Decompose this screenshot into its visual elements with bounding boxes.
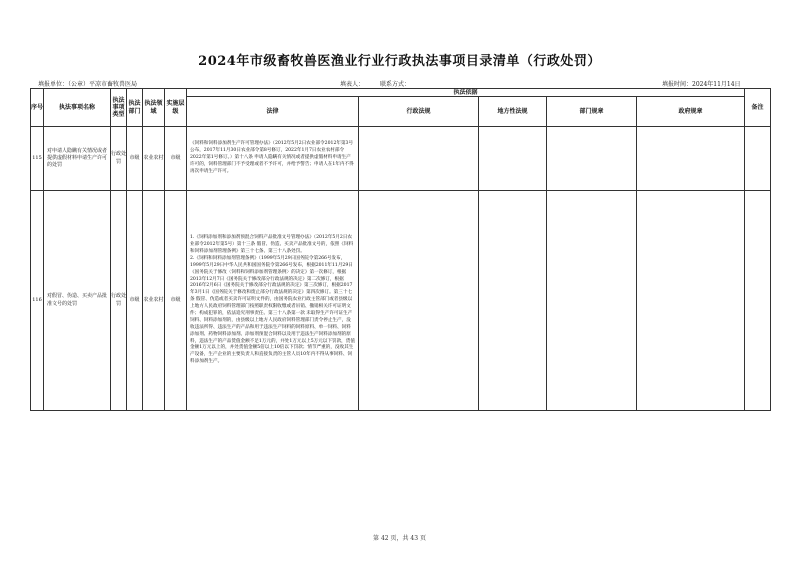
row-field: 农业农村: [143, 127, 165, 191]
row-seq: 116: [31, 191, 44, 411]
row-name: 对假冒、伪造、买卖产品批准文号的处罚: [44, 191, 111, 411]
reporting-unit: 填报单位：（公章）平凉市畜牧兽医局: [38, 81, 138, 88]
header-admin-reg: 行政法规: [359, 97, 479, 127]
row-dept: 市级: [127, 191, 143, 411]
contact-label: 联系方式：: [380, 81, 411, 88]
row-dept-rule: [547, 191, 637, 411]
document-title: 2024年市级畜牧兽医渔业行业行政执法事项目录清单（行政处罚）: [198, 54, 601, 69]
row-name: 对申请人隐瞒有关情况或者提供虚假材料申请生产许可的处罚: [44, 127, 111, 191]
row-note: [745, 191, 771, 411]
row-field: 农业农村: [143, 191, 165, 411]
row-local-reg: [479, 127, 547, 191]
report-date: 填报时间：2024年11月14日: [662, 81, 741, 88]
row-note: [745, 127, 771, 191]
header-type: 执法事项类型: [111, 89, 127, 127]
header-law: 法律: [187, 97, 359, 127]
header-gov-rule: 政府规章: [637, 97, 745, 127]
law-paragraph: 1.《饲料添加剂和添加剂预混合饲料产品批准文号管理办法》（2012年5月2日农业部令2012年第5号）第十三条 假冒、伪造、买卖产品批准文号的，依照《饲料和饲料添加剂管理条例》第三十七条、第三十八条处罚。: [190, 235, 354, 254]
header-name: 执法事项名称: [44, 89, 111, 127]
law-paragraph: 《饲料和饲料添加剂生产许可管理办法》（2012年5月2日农业部令2012年第3号公布，2017年11月30日农业部令第8号修订，2022年1月7日农业农村部令2022年第1号修订。）第十八条 申请人隐瞒有关情况或者提供虚假材料申请生产许可的，饲料管理部门不予受理或者不予许可，并给予警告；申请人在1年内不得再次申请生产许可。: [190, 141, 354, 175]
row-dept: 市级: [127, 127, 143, 191]
table-row: [31, 191, 771, 411]
row-seq: 115: [31, 127, 44, 191]
header-field: 执法领域: [143, 89, 165, 127]
header-note: 备注: [745, 89, 771, 127]
row-admin-reg: [359, 191, 479, 411]
header-dept: 执法部门: [127, 89, 143, 127]
row-law: [187, 191, 359, 411]
filler-label: 填表人：: [340, 81, 365, 88]
header-local-reg: 地方性法规: [479, 97, 547, 127]
row-law: [187, 127, 359, 191]
row-level: 市级: [165, 191, 187, 411]
row-dept-rule: [547, 127, 637, 191]
page-number: 第 42 页，共 43 页: [373, 535, 426, 542]
row-type: 行政处罚: [111, 127, 127, 191]
header-dept-rule: 部门规章: [547, 97, 637, 127]
law-paragraph: 2.《饲料和饲料添加剂管理条例》（1999年5月29日国务院令第266号发布，1999年5月29日中华人民共和国国务院令第266号发布，根据2011年11月29日《国务院关于修改〈饲料和饲料添加剂管理条例〉的决定》第一次修订，根据2013年12月7日《国务院关于修改部分行政法规的决定》第二次修订，根据2016年2月6日《国务院关于修改部分行政法规的决定》第三次修订，根据2017年3月1日《国务院关于修改和废止部分行政法规的决定》第四次修订。第三十七条 假冒、伪造或者买卖许可证明文件的，由国务院农业行政主管部门或者县级以上地方人民政府饲料管理部门按照职责权限收缴或者吊销、撤销相关许可证明文件；构成犯罪的，依法追究刑事责任。第三十八条第一款 未取得生产许可证生产饲料、饲料添加剂的，由县级以上地方人民政府饲料管理部门责令停止生产，没收违法所得、违法生产的产品和用于违法生产饲料的饲料原料、单一饲料、饲料添加剂、药物饲料添加剂、添加剂预混合饲料以及用于违法生产饲料添加剂的原料，违法生产的产品货值金额不足1万元的，并处1万元以上5万元以下罚款，货值金额1万元以上的，并处货值金额5倍以上10倍以下罚款；情节严重的，没收其生产设备，生产企业的主要负责人和直接负责的主管人员10年内不得从事饲料、饲料添加剂生产。: [190, 255, 355, 365]
row-admin-reg: [359, 127, 479, 191]
header-basis: 执法依据: [187, 89, 745, 97]
header-seq: 序号: [31, 89, 44, 127]
row-gov-rule: [637, 127, 745, 191]
row-level: 市级: [165, 127, 187, 191]
enforcement-table: [30, 88, 771, 411]
row-gov-rule: [637, 191, 745, 411]
header-level: 实施层级: [165, 89, 187, 127]
row-local-reg: [479, 191, 547, 411]
row-type: 行政处罚: [111, 191, 127, 411]
table-row: [31, 127, 771, 191]
